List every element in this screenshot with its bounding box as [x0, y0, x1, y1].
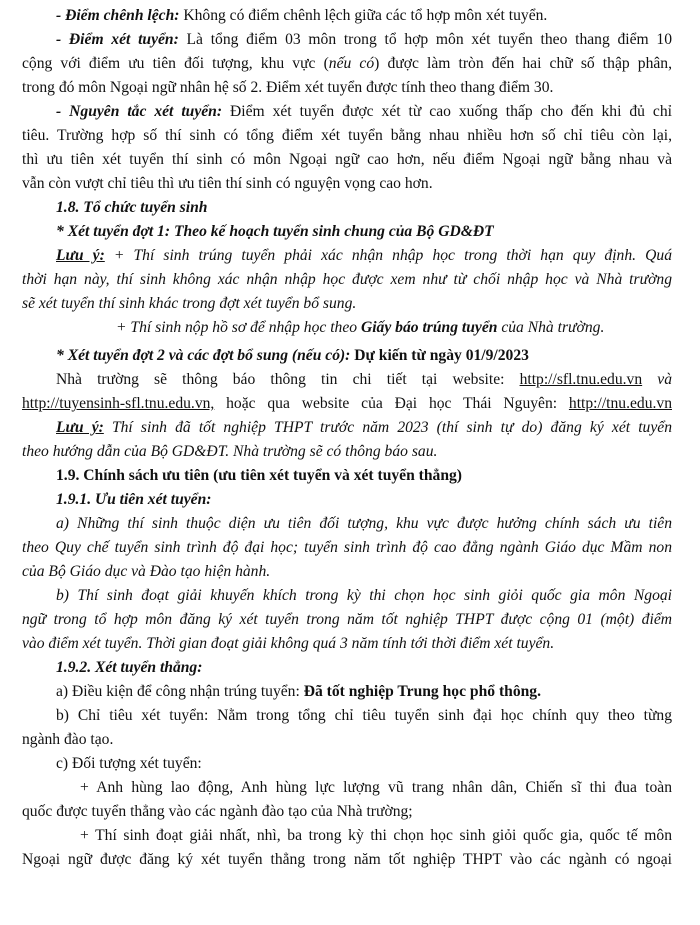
direct-c2-line-2: Ngoại ngữ được đăng ký xét tuyển thẳng trong năm tốt nghiệp THPT vào các ngành có ngoại	[22, 851, 672, 868]
note-1-text-4c: của Nhà trường.	[497, 319, 605, 336]
round-1-heading: * Xét tuyển đợt 1: Theo kế hoạch tuyển sinh chung của Bộ GD&ĐT	[56, 223, 494, 240]
note-1-text-4a: + Thí sinh nộp hồ sơ để nhập học theo	[116, 319, 361, 336]
note-1-text-1: + Thí sinh trúng tuyển phải xác nhận nhập học trong thời hạn quy định. Quá	[104, 247, 672, 264]
diem-xet-tuyen-text-1: Là tổng điểm 03 môn trong tổ hợp môn xét tuyển theo thang điểm 10	[178, 31, 672, 48]
section-heading-1-9-1: 1.9.1. Ưu tiên xét tuyển:	[56, 491, 212, 508]
note-1-label: Lưu ý:	[56, 247, 105, 264]
nguyen-tac-label: - Nguyên tắc xét tuyển:	[56, 103, 223, 120]
paragraph-b-line-2: ngữ trong tổ hợp môn đăng ký xét tuyển trong năm tốt nghiệp THPT được cộng 01 (một) điểm	[22, 611, 672, 628]
direct-c2-line-1: + Thí sinh đoạt giải nhất, nhì, ba trong kỳ thi chọn học sinh giỏi quốc gia, quốc tế môn	[80, 827, 672, 844]
website-line-2	[22, 392, 672, 416]
diem-chenh-lech-line	[22, 4, 672, 28]
nguyen-tac-line-4: vẫn còn vượt chỉ tiêu thì ưu tiên thí sinh có nguyện vọng cao hơn.	[22, 175, 433, 192]
nguyen-tac-line-2: tiêu. Trường hợp số thí sinh có tổng điểm xét tuyển bằng nhau nhiều hơn số chỉ tiêu còn lại,	[22, 127, 672, 144]
diem-xet-tuyen-line-1	[22, 28, 672, 52]
direct-b-line-2: ngành đào tạo.	[22, 731, 114, 748]
note-1-line-2: thời hạn này, thí sinh không xác nhận nhập học được xem như từ chối nhập học và Nhà trường	[22, 271, 672, 288]
paragraph-a-line-1: a) Những thí sinh thuộc diện ưu tiên đối tượng, khu vực được hưởng chính sách ưu tiên	[56, 515, 672, 532]
direct-c1-line-1: + Anh hùng lao động, Anh hùng lực lượng vũ trang nhân dân, Chiến sĩ thi đua toàn	[80, 779, 672, 796]
round-2-label: * Xét tuyển đợt 2 và các đợt bổ sung (nếu có):	[56, 347, 351, 364]
section-heading-1-9: 1.9. Chính sách ưu tiên (ưu tiên xét tuyển và xét tuyển thẳng)	[56, 467, 462, 484]
neu-co-italic: nếu có	[328, 55, 375, 72]
note-1-line-1	[22, 244, 672, 268]
nguyen-tac-text-1: Điểm xét tuyển được xét từ cao xuống thấp cho đến khi đủ chỉ	[222, 103, 672, 120]
section-heading-1-9-2: 1.9.2. Xét tuyển thẳng:	[56, 659, 203, 676]
diem-xet-tuyen-text-2b: ) được làm tròn đến hai chữ số thập phân,	[374, 55, 672, 72]
note-1-line-4	[22, 316, 672, 340]
direct-a-text: a) Điều kiện để công nhận trúng tuyển:	[56, 683, 304, 700]
paragraph-a-line-3: của Bộ Giáo dục và Đào tạo hiện hành.	[22, 563, 271, 580]
nguyen-tac-line-3: thì ưu tiên xét tuyển thí sinh có môn Ngoại ngữ cao hơn, nếu điểm Ngoại ngữ bằng nhau và	[22, 151, 672, 168]
direct-b-line-1: b) Chỉ tiêu xét tuyển: Nằm trong tổng chỉ tiêu tuyển sinh đại học chính quy theo từng	[56, 707, 672, 724]
document-page	[22, 4, 672, 872]
round-2-date: Dự kiến từ ngày 01/9/2023	[350, 347, 529, 364]
website-text-1: Nhà trường sẽ thông báo thông tin chi tiết tại website:	[56, 371, 520, 388]
website-va: và	[642, 371, 672, 388]
note-2-line-2: theo hướng dẫn của Bộ GD&ĐT. Nhà trường sẽ có thông báo sau.	[22, 443, 438, 460]
paragraph-a-line-2: theo Quy chế tuyển sinh trình độ đại học; tuyển sinh trình độ cao đẳng ngành Giáo dục Mầm non	[22, 539, 672, 556]
note-1-line-3: sẽ xét tuyển thí sinh khác trong đợt xét tuyển bổ sung.	[22, 295, 357, 312]
diem-chenh-lech-text: Không có điểm chênh lệch giữa các tổ hợp môn xét tuyển.	[179, 7, 548, 24]
paragraph-b-line-1: b) Thí sinh đoạt giải khuyến khích trong kỳ thi chọn học sinh giỏi quốc gia môn Ngoại	[56, 587, 672, 604]
direct-a-line	[22, 680, 672, 704]
diem-xet-tuyen-label: - Điểm xét tuyển:	[56, 31, 179, 48]
link-tuyensinh-sfl[interactable]: http://tuyensinh-sfl.tnu.edu.vn,	[22, 395, 215, 412]
round-2-heading	[22, 344, 672, 368]
direct-a-bold: Đã tốt nghiệp Trung học phổ thông.	[303, 683, 541, 700]
direct-c1-line-2: quốc được tuyển thẳng vào các ngành đào tạo của Nhà trường;	[22, 803, 413, 820]
nguyen-tac-line-1	[22, 100, 672, 124]
paragraph-b-line-3: vào điểm xét tuyển. Thời gian đoạt giải không quá 3 năm tính tới thời điểm xét tuyển.	[22, 635, 555, 652]
diem-chenh-lech-label: - Điểm chênh lệch:	[56, 7, 180, 24]
link-sfl[interactable]: http://sfl.tnu.edu.vn	[519, 371, 643, 388]
note-2-line-1	[22, 416, 672, 440]
note-2-text-1: Thí sinh đã tốt nghiệp THPT trước năm 2023 (thí sinh tự do) đăng ký xét tuyển	[103, 419, 672, 436]
diem-xet-tuyen-text-2a: cộng với điểm ưu tiên đối tượng, khu vực (	[22, 55, 329, 72]
giay-bao-trung-tuyen: Giấy báo trúng tuyển	[360, 319, 498, 336]
diem-xet-tuyen-line-2	[22, 52, 672, 76]
website-line-1	[22, 368, 672, 392]
note-2-label: Lưu ý:	[56, 419, 104, 436]
link-tnu[interactable]: http://tnu.edu.vn	[568, 395, 672, 412]
section-heading-1-8: 1.8. Tổ chức tuyển sinh	[56, 199, 208, 216]
direct-c-line: c) Đối tượng xét tuyển:	[56, 755, 202, 772]
diem-xet-tuyen-line-3: trong đó môn Ngoại ngữ nhân hệ số 2. Điểm xét tuyển được tính theo thang điểm 30.	[22, 79, 554, 96]
website-text-2: hoặc qua website của Đại học Thái Nguyên:	[214, 395, 569, 412]
